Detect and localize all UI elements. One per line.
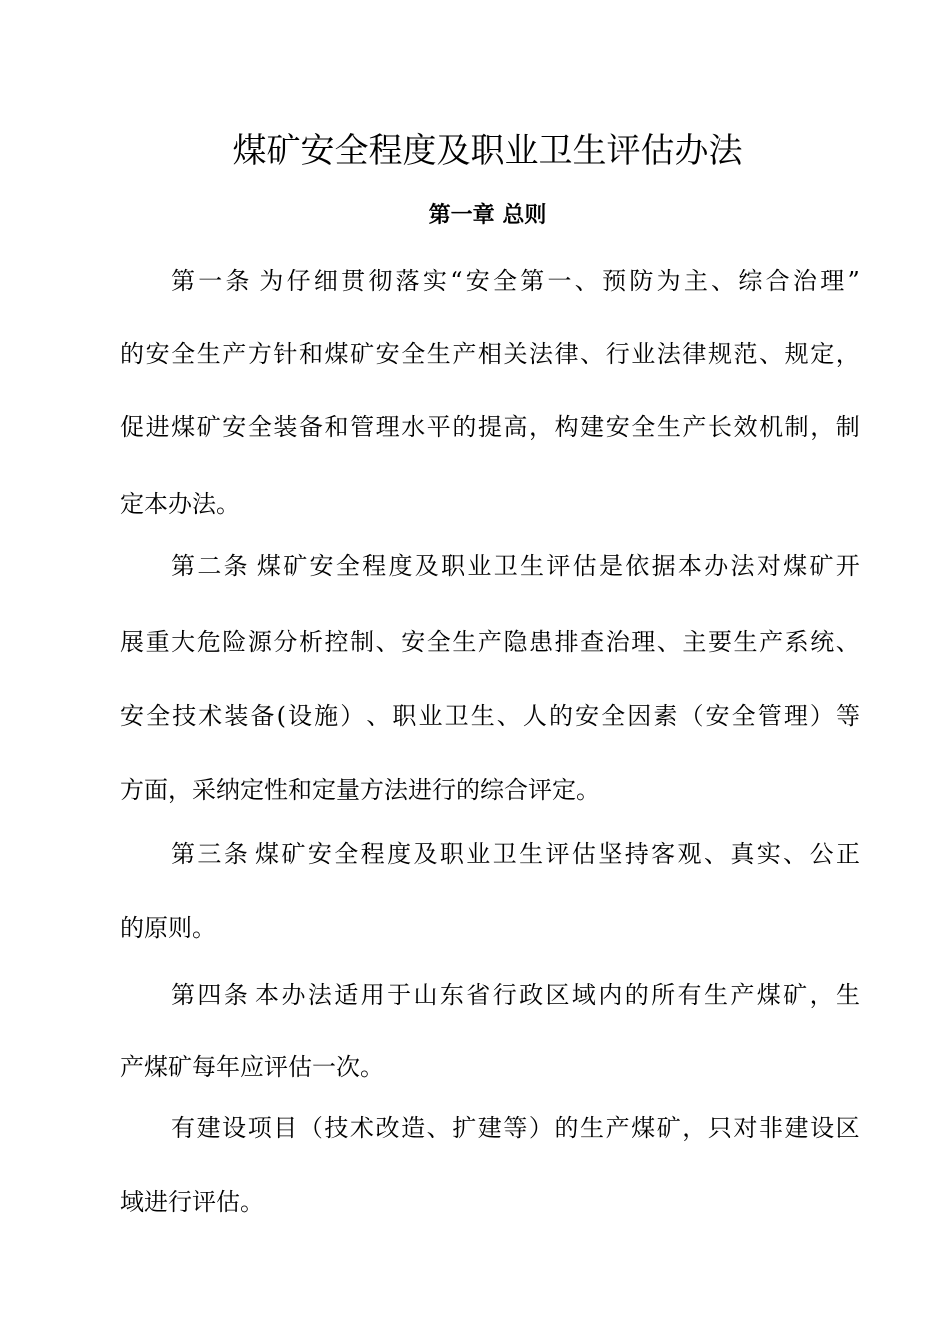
article-3-line-2: 的原则。 [120, 914, 216, 942]
chapter-heading: 第一章 总则 [428, 203, 547, 228]
article-1-line-3: 促 进 煤 矿 安 全 装 备 和 管 理 水 平 的 提 高 ， 构 建 安 全 生 产 长 效 机 制 ， 制 [120, 413, 860, 441]
article-4-para-2-line-2: 域进行评估。 [120, 1188, 264, 1216]
article-4-line-2: 产煤矿每年应评估一次。 [120, 1053, 384, 1081]
article-4-line-1: 第 四 条 本 办 法 适 用 于 山 东 省 行 政 区 域 内 的 所 有 生 产 煤 矿 ， 生 [171, 981, 860, 1009]
document-title: 煤矿安全程度及职业卫生评估办法 [232, 131, 743, 171]
article-2-line-1: 第 二 条 煤 矿 安 全 程 度 及 职 业 卫 生 评 估 是 依 据 本 办 法 对 煤 矿 开 [171, 552, 860, 580]
article-3-line-1: 第 三 条 煤 矿 安 全 程 度 及 职 业 卫 生 评 估 坚 持 客 观 、 真 实 、 公 正 [171, 840, 860, 868]
article-2-line-3: 安 全 技 术 装 备 ( 设 施 ） 、 职 业 卫 生 、 人 的 安 全 因 素 （ 安 全 管 理 ） 等 [120, 702, 860, 730]
article-1-line-4: 定本办法。 [120, 490, 240, 518]
article-4-para-2-line-1: 有 建 设 项 目 （ 技 术 改 造 、 扩 建 等 ） 的 生 产 煤 矿 ， 只 对 非 建 设 区 [171, 1114, 860, 1142]
article-2-line-4: 方面，采纳定性和定量方法进行的综合评定。 [120, 776, 600, 804]
article-1-line-2: 的 安 全 生 产 方 针 和 煤 矿 安 全 生 产 相 关 法 律 、 行 业 法 律 规 范 、 规 定 ， [120, 340, 860, 368]
article-2-line-2: 展 重 大 危 险 源 分 析 控 制 、 安 全 生 产 隐 患 排 查 治 理 、 主 要 生 产 系 统 、 [120, 628, 860, 656]
article-1-line-1: 第 一 条 为 仔 细 贯 彻 落 实 “ 安 全 第 一 、 预 防 为 主 、 综 合 治 理 ” [171, 267, 860, 295]
